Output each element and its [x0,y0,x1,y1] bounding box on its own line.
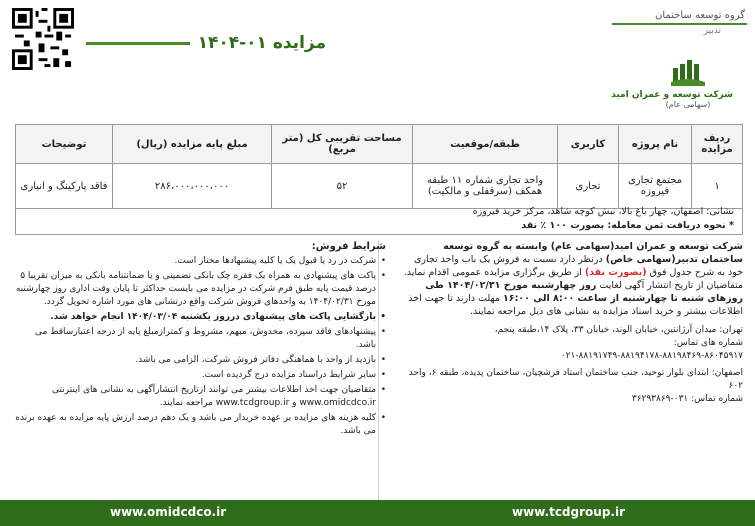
isfahan-office [399,367,743,406]
group-logo-line [612,23,747,25]
col-header: توضیحات [16,125,113,164]
desc-text: درنظر دارد نسبت به فروش یک باب واحد تجاری خود به شرح جدول فوق [413,254,743,278]
title-divider [86,42,190,45]
isfahan-phone: شماره تماس: ۰۳۱-۳۶۲۹۳۸۶۹ [631,394,743,404]
table-cell: ۵۲ [272,164,413,209]
table-cell: مجتمع تجاری فیروزه [619,164,692,209]
tehran-address: تهران: میدان آرژانتین، خیابان الوند، خیابان ۳۳، پلاک ۱۴،طبقه پنجم، [494,325,743,335]
tehran-phone-label: شماره های تماس: [673,338,743,348]
company-logo [611,58,733,124]
col-header: ردیف مزایده [692,125,743,164]
table-cell: ۱ [692,164,743,209]
group-name: گروه توسعه ساختمان [654,10,745,21]
condition-item: • شرکت در رد یا قبول یک یا کلیه پیشنهادها مختار است. [14,255,386,268]
isfahan-address: اصفهان: ابتدای بلوار توحید، جنب ساختمان استاد فرشچیان، ساختمان پدیده، طبقه ۶، واحد ۶۰۲ [408,368,743,391]
title-block [86,30,326,56]
col-header: کاربری [558,125,619,164]
group-logo [597,6,747,46]
condition-item: • متقاضیان جهت اخذ اطلاعات بیشتر می توانند ازتاریخ انتشارآگهی به نشانی های اینترنتی www.omidcdco.ir و www.tcdgroup.ir مراجعه نمایند. [14,384,386,410]
table-cell: واحد تجاری شماره ۱۱ طبقه همکف (سرقفلی و مالکیت) [413,164,558,209]
condition-item: • سایر شرایط دراسناد مزایده درج گردیده است. [14,369,386,382]
footer-link-omid[interactable]: www.omidcdco.ir [110,505,227,519]
description-paragraph [399,240,743,318]
desc-cash: (بصورت نقد) [584,267,647,278]
table-cell: ۲۸۶،۰۰۰،۰۰۰،۰۰۰ [113,164,272,209]
tehran-phones: ۰۲۱-۸۸۱۹۱۷۴۹-۸۸۱۹۴۱۷۸-۸۸۱۹۸۴۶۹-۸۶۰۴۵۹۱۷ [560,351,743,361]
condition-item: • بازدید از واحد با هماهنگی دفاتر فروش شرکت، الزامی می باشد. [14,354,386,367]
company-name: شرکت توسعه و عمران امید [611,90,733,100]
tehran-office [399,324,743,363]
conditions-title: شرایط فروش: [311,241,386,252]
desc-deadline: روز چهارشنبه مورخ ۱۴۰۴/۰۲/۳۱ طی روزهای شنبه تا چهارشنبه از ساعت ۸:۰۰ الی ۱۶:۰۰ [425,280,743,304]
sale-conditions [14,240,386,440]
condition-item: • کلیه هزینه های مزایده بر عهده خریدار می باشد و یک دهم درصد ارزش پایه مزایده به عهده برنده می باشد. [14,412,386,438]
building-bars-icon [671,58,705,86]
property-address: نشانی: اصفهان، چهار باغ بالا، نبش کوچه شاهد، مرکز خرید فیروزه [472,206,734,217]
col-header: طبقه/موقعیت [413,125,558,164]
table-cell: فاقد پارکینگ و انباری [16,164,113,209]
property-info [15,201,743,235]
footer-link-tcd[interactable]: www.tcdgroup.ir [512,505,625,519]
desc-company: شرکت توسعه و عمران امید(سهامی عام) وابسته به گروه توسعه ساختمان تدبیر(سهامی خاص) [443,241,743,265]
desc-text: مهلت دارند تا جهت اخذ اطلاعات بیشتر و خرید اسناد مزایده به نشانی های ذیل مراجعه نمایند. [408,293,743,317]
qr-code-icon [12,8,74,70]
col-header: نام پروژه [619,125,692,164]
description [399,240,743,410]
condition-item: • پیشنهادهای فاقد سپرده، مخدوش، مبهم، مشروط و کمترازمبلغ پایه از درجه اعتبارساقط می باشد. [14,326,386,352]
col-header: مساحت تقریبی کل (متر مربع) [272,125,413,164]
payment-method: * نحوه دریافت ثمن معامله: بصورت ۱۰۰ ٪ نقد [521,220,734,231]
desc-text: از طریق برگزاری مزایده عمومی اقدام نماید. متقاضیان از تاریخ انتشار آگهی لغایت [403,267,743,291]
company-sub: (سهامی عام) [665,100,711,109]
table-cell: تجاری [558,164,619,209]
group-sub: تدبیر [703,26,721,36]
page-title: مزایده ۰۱-۱۴۰۴ [197,33,326,53]
condition-item: • بازگشایی پاکت های پیشنهادی درروز یکشنبه ۱۴۰۴/۰۳/۰۴ انجام خواهد شد. [14,311,386,324]
footer-bar [0,500,755,526]
condition-item: • پاکت های پیشنهادی به همراه یک فقره چک بانکی تضمینی و یا ضمانتنامه بانکی به میزان تقریبا ۵ درصد قیمت پایه طبق فرم شرکت در مزایده می بایست حداکثر تا پایان وقت اداری روز چهارشنبه مورخ ۱۴۰۴/۰۲/۳۱ به واحدهای فروش شرکت واقع درنشانی های مورد اشاره تحویل گردد. [14,270,386,309]
col-header: مبلغ پایه مزایده (ریال) [113,125,272,164]
table-header-row [16,125,743,164]
auction-table [15,124,743,209]
